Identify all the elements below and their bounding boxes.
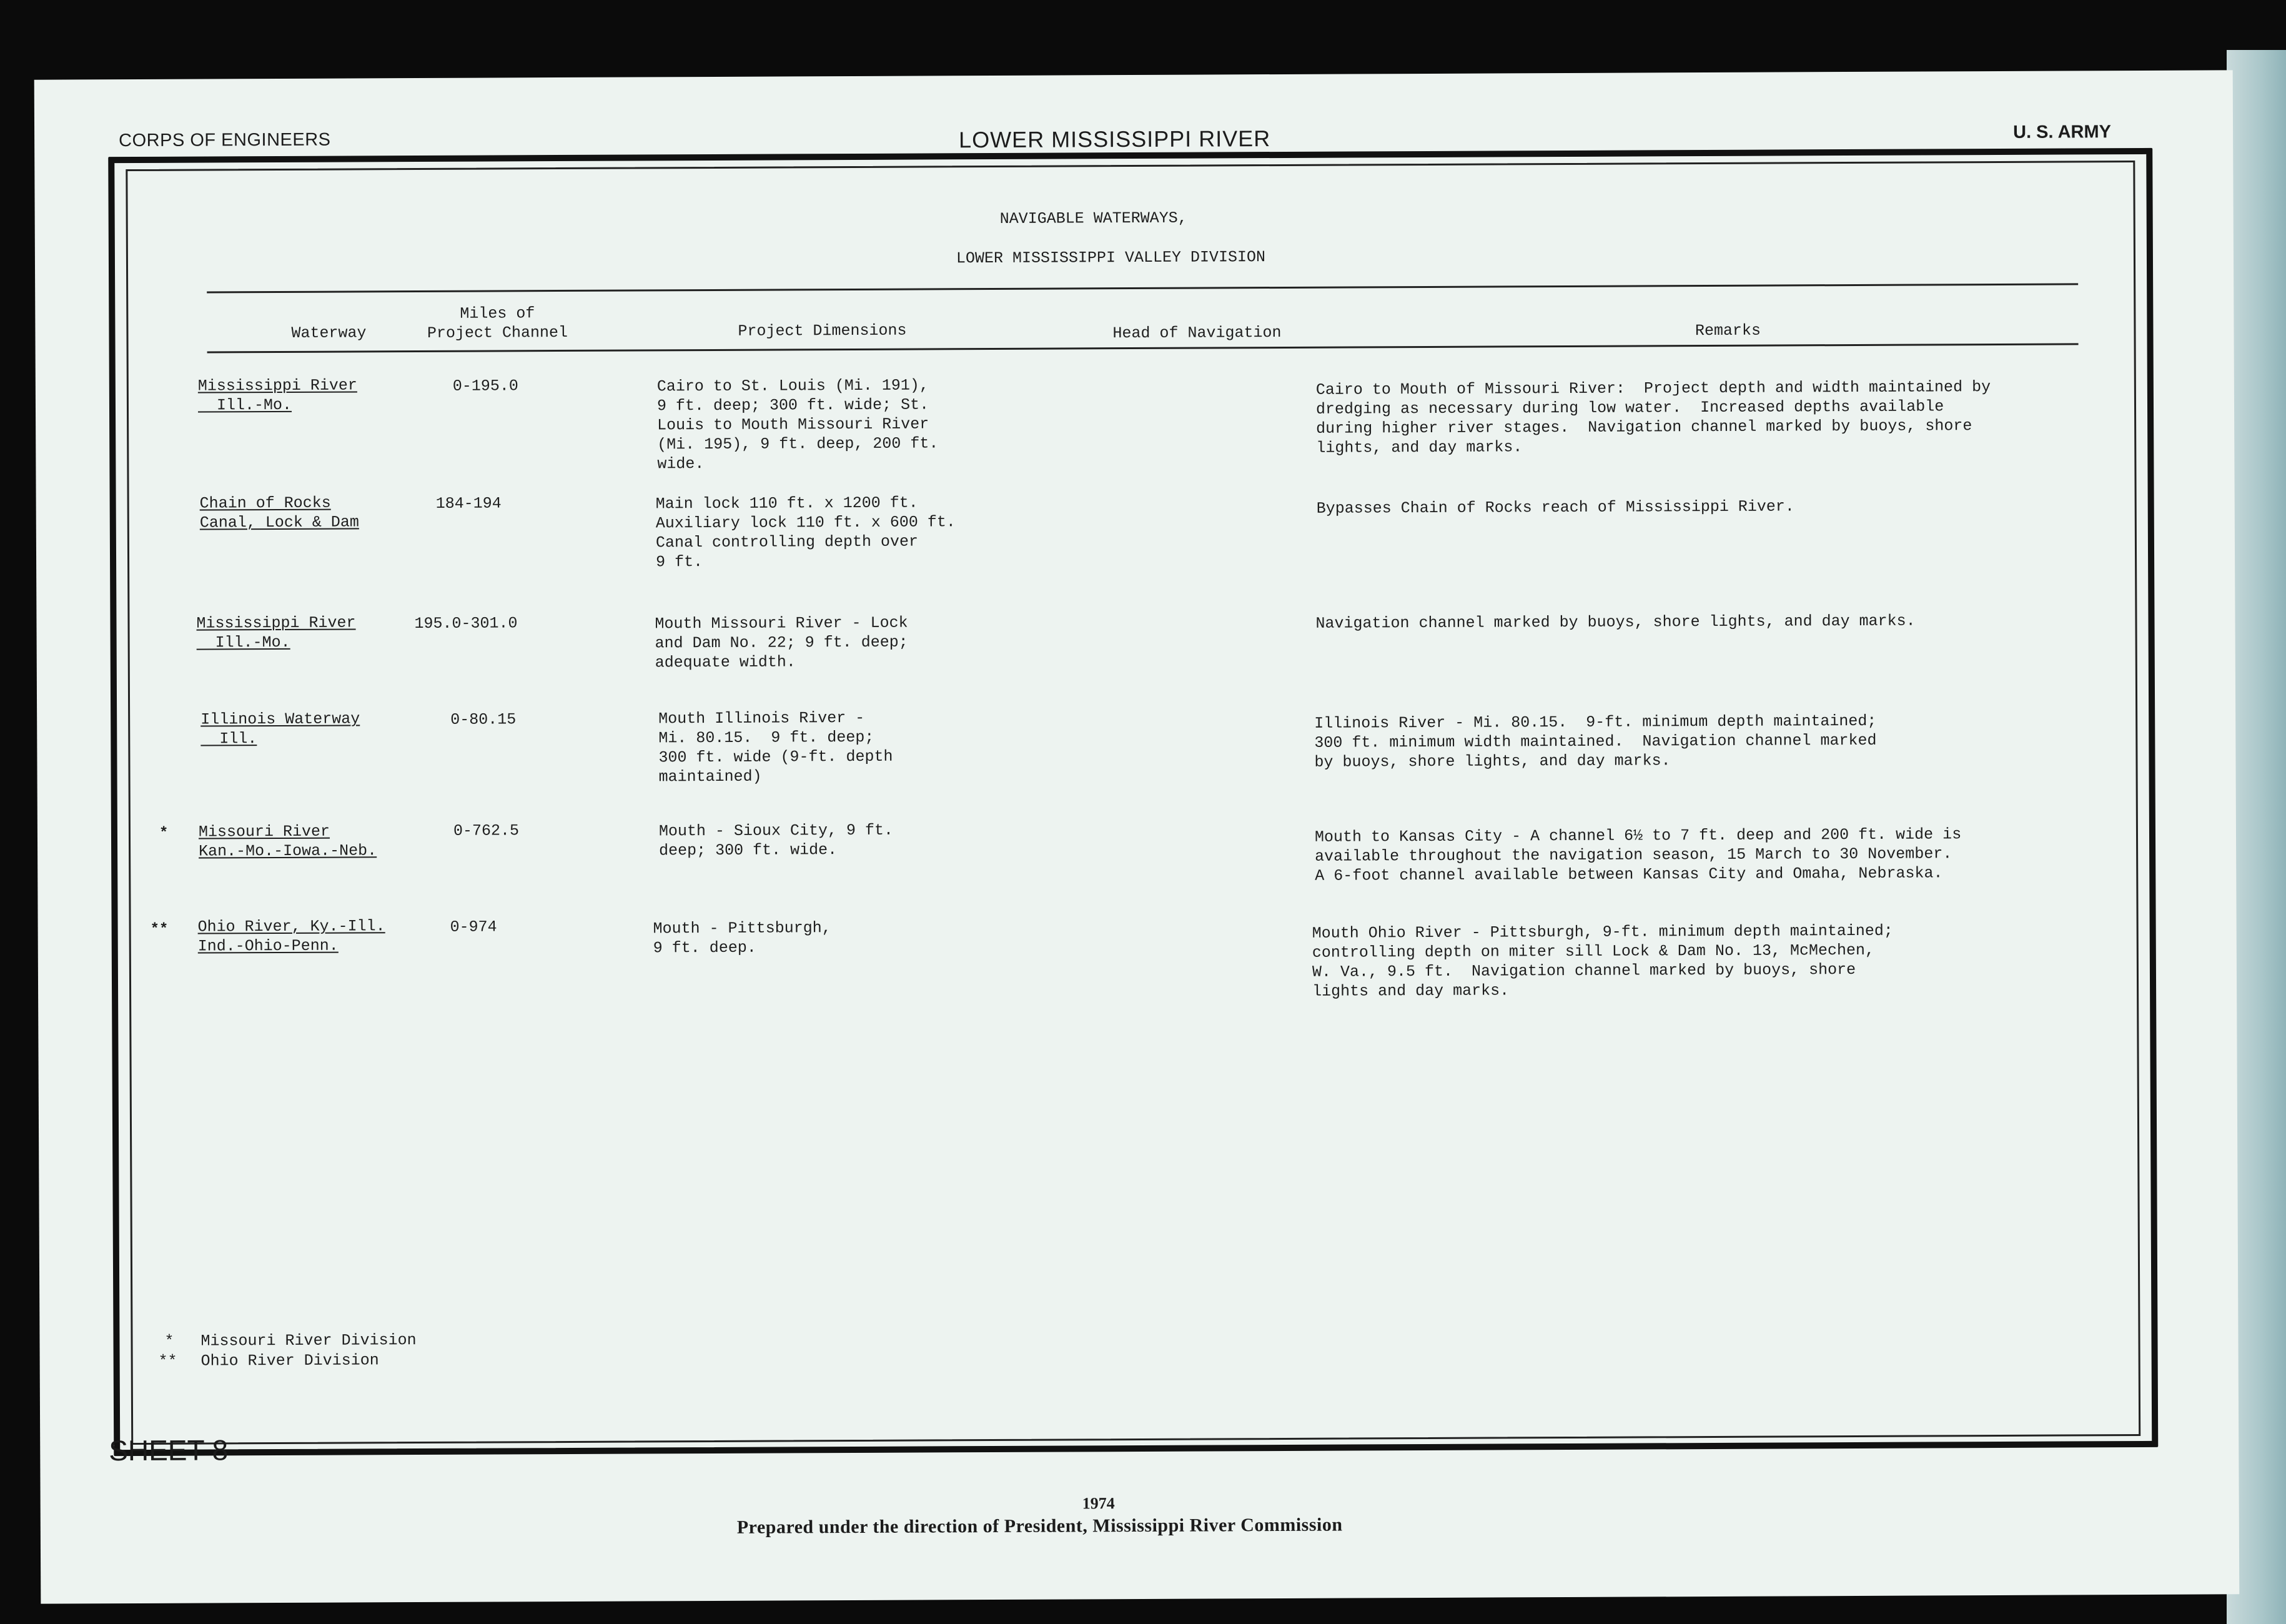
table-title-line1: NAVIGABLE WATERWAYS, — [999, 209, 1187, 228]
table-title-line2: LOWER MISSISSIPPI VALLEY DIVISION — [956, 248, 1266, 268]
row4-waterway: Illinois Waterway Ill. — [200, 710, 360, 748]
prepared-by-note: Prepared under the direction of President, Mississippi River Commission — [736, 1514, 1343, 1538]
header-army: U. S. ARMY — [2013, 122, 2111, 142]
row2-remarks: Bypasses Chain of Rocks reach of Mississippi River. — [1316, 497, 1794, 518]
sheet-number: SHEET 8 — [109, 1433, 229, 1467]
row2-miles: 184-194 — [435, 494, 502, 513]
row5-remarks: Mouth to Kansas City - A channel 6½ to 7 ft. deep and 200 ft. wide is available throughout the navigation season, 15 March to 30 November. A 6-foot channel available between Kansas City and Omaha, Nebraska. — [1314, 825, 1962, 885]
row6-marker: ** — [150, 921, 169, 938]
row3-remarks: Navigation channel marked by buoys, shore lights, and day marks. — [1315, 611, 1916, 633]
row2-dimensions: Main lock 110 ft. x 1200 ft. Auxiliary lock 110 ft. x 600 ft. Canal controlling depth over 9 ft. — [655, 493, 956, 572]
col-head-of-navigation: Head of Navigation — [1112, 323, 1282, 343]
row4-dimensions: Mouth Illinois River - Mi. 80.15. 9 ft. deep; 300 ft. wide (9-ft. depth maintained) — [658, 708, 893, 786]
row1-miles: 0-195.0 — [452, 377, 518, 395]
row3-waterway: Mississippi River Ill.-Mo. — [196, 613, 356, 652]
atlas-page — [34, 70, 2240, 1603]
footnote1-marker: * — [164, 1332, 174, 1350]
row2-waterway: Chain of Rocks Canal, Lock & Dam — [199, 493, 359, 532]
col-miles: Miles of Project Channel — [427, 304, 568, 342]
col-waterway: Waterway — [291, 324, 367, 342]
row5-dimensions: Mouth - Sioux City, 9 ft. deep; 300 ft. wide. — [658, 821, 894, 860]
row3-dimensions: Mouth Missouri River - Lock and Dam No. 22; 9 ft. deep; adequate width. — [655, 613, 908, 672]
col-dimensions: Project Dimensions — [738, 321, 907, 340]
row6-waterway: Ohio River, Ky.-Ill. Ind.-Ohio-Penn. — [197, 917, 385, 956]
table-frame-inner — [126, 161, 2140, 1445]
row1-remarks: Cairo to Mouth of Missouri River: Project depth and width maintained by dredging as necessary during low water. Increased depths available during higher river stages. Navigation channel marked by buoys, shore lights, and day marks. — [1315, 378, 1991, 457]
publication-year: 1974 — [1082, 1494, 1115, 1513]
row5-miles: 0-762.5 — [453, 821, 520, 840]
row4-miles: 0-80.15 — [450, 710, 517, 729]
header-agency: CORPS OF ENGINEERS — [119, 129, 331, 151]
row1-waterway: Mississippi River Ill.-Mo. — [197, 376, 357, 415]
header-title: LOWER MISSISSIPPI RIVER — [959, 126, 1271, 153]
row5-marker: * — [159, 824, 169, 842]
col-remarks: Remarks — [1695, 321, 1761, 340]
row1-dimensions: Cairo to St. Louis (Mi. 191), 9 ft. deep; 300 ft. wide; St. Louis to Mouth Missouri River (Mi. 195), 9 ft. deep, 200 ft. wide. — [656, 376, 939, 473]
footnote2-text: Ohio River Division — [200, 1351, 379, 1370]
row4-remarks: Illinois River - Mi. 80.15. 9-ft. minimum depth maintained; 300 ft. minimum width maintained. Navigation channel marked by buoys, shore lights, and day marks. — [1314, 711, 1877, 771]
row6-remarks: Mouth Ohio River - Pittsburgh, 9-ft. minimum depth maintained; controlling depth on miter sill Lock & Dam No. 13, McMechen, W. Va., 9.5 ft. Navigation channel marked by buoys, shore lights and day marks. — [1312, 921, 1893, 1001]
row6-miles: 0-974 — [450, 918, 497, 936]
footnote1-text: Missouri River Division — [200, 1331, 417, 1350]
row5-waterway: Missouri River Kan.-Mo.-Iowa.-Neb. — [198, 822, 377, 861]
row6-dimensions: Mouth - Pittsburgh, 9 ft. deep. — [653, 919, 831, 958]
footnote2-marker: ** — [158, 1352, 177, 1370]
row3-miles: 195.0-301.0 — [414, 614, 518, 633]
